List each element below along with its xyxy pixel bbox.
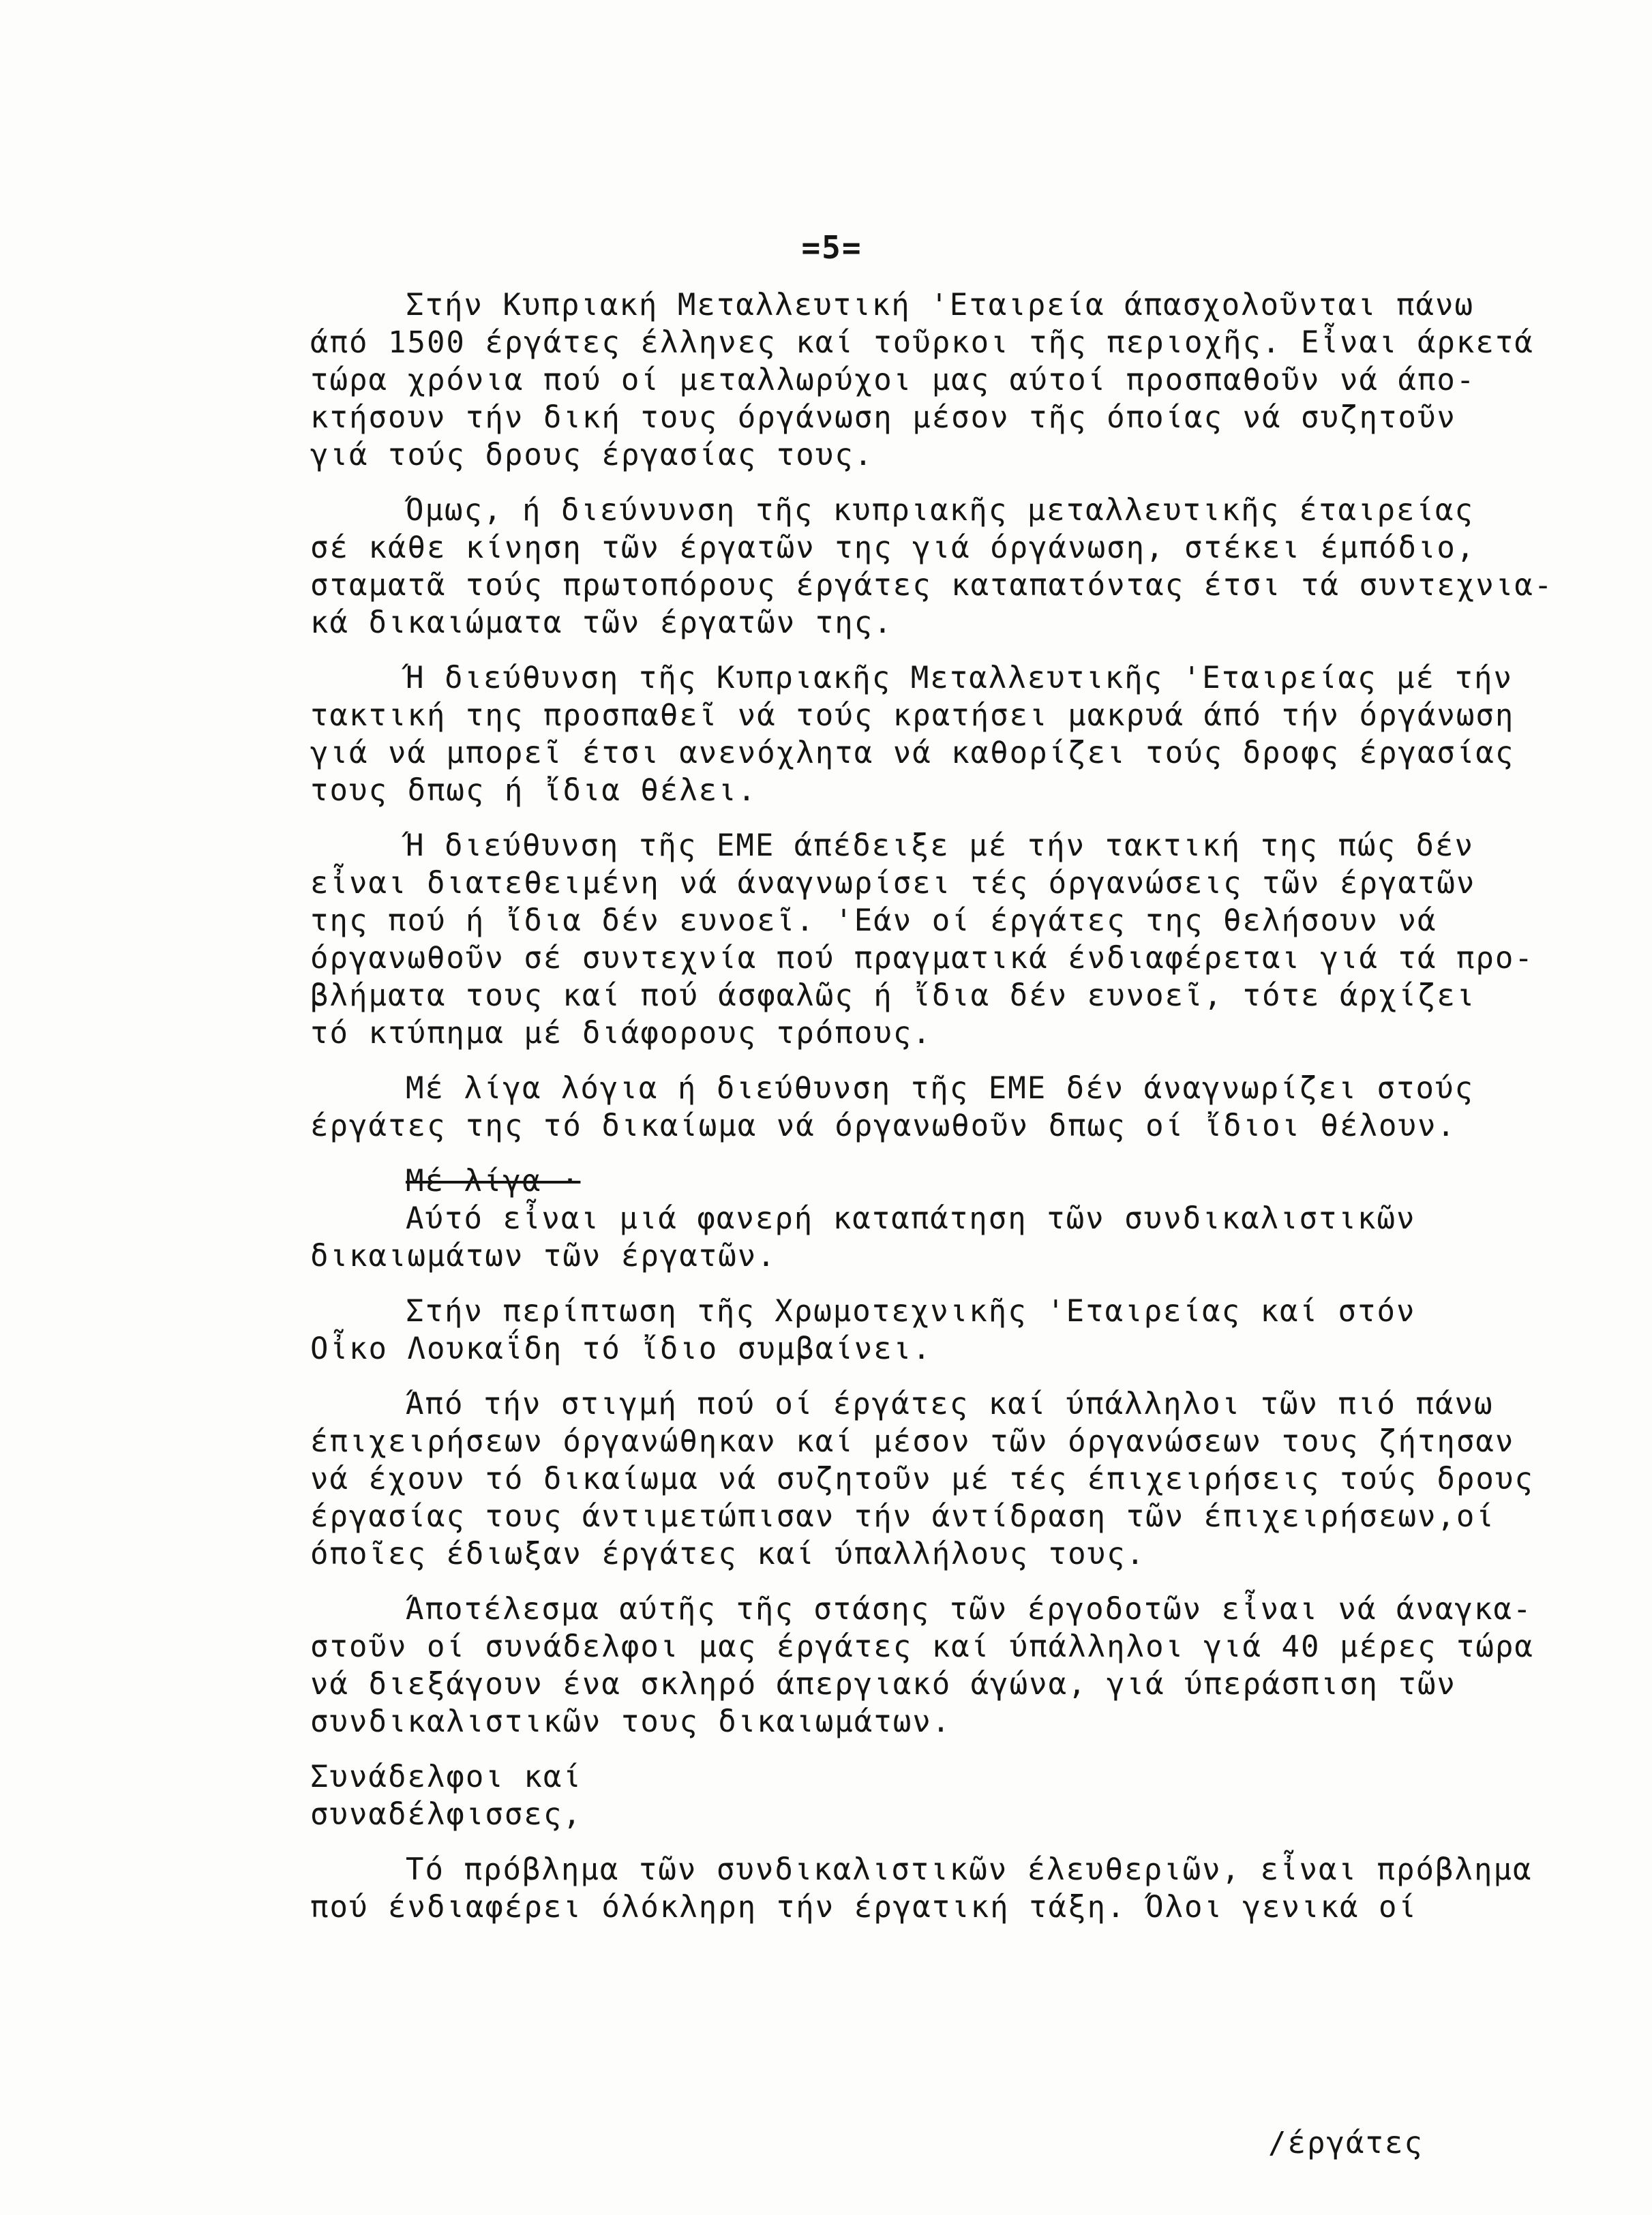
text-line: κά δικαιώματα τῶν έργατῶν της.: [310, 605, 893, 640]
paragraph-p6: [310, 1200, 1626, 1275]
text-line: άπό 1500 έργάτες έλληνες καί τοῦρκοι τῆς περιοχῆς. Εἶναι άρκετά: [310, 325, 1534, 360]
text-line: Στήν περίπτωση τῆς Χρωμοτεχνικῆς 'Εταιρείας καί στόν: [406, 1294, 1416, 1329]
paragraphs-after: [310, 1200, 1626, 1926]
text-line: έργάτες της τό δικαίωμα νά όργανωθοῦν δπως οί ἴδιοι θέλουν.: [310, 1109, 1456, 1143]
paragraph-p8: [310, 1385, 1626, 1573]
text-line: σταματᾶ τούς πρωτοπόρους έργάτες καταπατόντας έτσι τά συντεχνια-: [310, 568, 1554, 603]
text-line: Αύτό εἶναι μιά φανερή καταπάτηση τῶν συνδικαλιστικῶν: [406, 1201, 1416, 1236]
paragraph-p3: [310, 659, 1626, 809]
text-line: Ή διεύθυνση τῆς Κυπριακῆς Μεταλλευτικῆς 'Εταιρείας μέ τήν: [406, 661, 1513, 695]
paragraph-p2: [310, 492, 1626, 642]
text-line: τό κτύπημα μέ διάφορους τρόπους.: [310, 1016, 932, 1051]
text-line: κτήσουν τήν δική τους όργάνωση μέσον τῆς όποίας νά συζητοῦν: [310, 400, 1456, 435]
text-line: νά έχουν τό δικαίωμα νά συζητοῦν μέ τές έπιχειρήσεις τούς δρους: [310, 1462, 1534, 1496]
document-body: [310, 286, 1626, 1944]
text-line: όργανωθοῦν σέ συντεχνία πού πραγματικά ένδιαφέρεται γιά τά προ-: [310, 941, 1534, 976]
text-line: δικαιωμάτων τῶν έργατῶν.: [310, 1239, 777, 1274]
struck-out-text: Μέ λίγα ·: [406, 1164, 581, 1199]
paragraph-p9: [310, 1591, 1626, 1741]
text-line: Οἶκο Λουκαΐδη τό ἴδιο συμβαίνει.: [310, 1331, 932, 1366]
paragraph-p1: [310, 286, 1626, 474]
text-line: πού ένδιαφέρει όλόκληρη τήν έργατική τάξη. Όλοι γενικά οί: [310, 1890, 1417, 1925]
text-line: όποῖες έδιωξαν έργάτες καί ύπαλλήλους τους.: [310, 1537, 1146, 1571]
text-line: Άποτέλεσμα αύτῆς τῆς στάσης τῶν έργοδοτῶν εἶναι νά άναγκα-: [406, 1592, 1533, 1627]
paragraph-p4: [310, 827, 1626, 1052]
text-line: βλήματα τους καί πού άσφαλῶς ή ἴδια δέν ευνοεῖ, τότε άρχίζει: [310, 978, 1476, 1013]
text-line: Συνάδελφοι καί: [310, 1760, 582, 1794]
text-line: στοῦν οί συνάδελφοι μας έργάτες καί ύπάλληλοι γιά 40 μέρες τώρα: [310, 1629, 1534, 1664]
paragraphs-before: [310, 286, 1626, 1145]
text-line: έπιχειρήσεων όργανώθηκαν καί μέσον τῶν όργανώσεων τους ζήτησαν: [310, 1424, 1515, 1459]
catchword: /έργάτες: [1268, 2126, 1424, 2160]
text-line: εἶναι διατεθειμένη νά άναγνωρίσει τές όργανώσεις τῶν έργατῶν: [310, 866, 1476, 901]
text-line: νά διεξάγουν ένα σκληρό άπεργιακό άγώνα, γιά ύπεράσπιση τῶν: [310, 1667, 1456, 1702]
text-line: Στήν Κυπριακή Μεταλλευτική 'Εταιρεία άπασχολοῦνται πάνω: [406, 288, 1474, 322]
text-line: Ή διεύθυνση τῆς ΕΜΕ άπέδειξε μέ τήν τακτική της πώς δέν: [406, 828, 1474, 863]
text-line: Όμως, ή διεύνυνση τῆς κυπριακῆς μεταλλευτικῆς έταιρείας: [406, 493, 1474, 528]
paragraph-p10: [310, 1758, 1626, 1833]
text-line: Μέ λίγα λόγια ή διεύθυνση τῆς ΕΜΕ δέν άναγνωρίζει στούς: [406, 1071, 1474, 1106]
text-line: συνδικαλιστικῶν τους δικαιωμάτων.: [310, 1704, 952, 1739]
paragraph-p11: [310, 1851, 1626, 1926]
page-number: =5=: [801, 229, 862, 266]
text-line: τακτική της προσπαθεῖ νά τούς κρατήσει μακρυά άπό τήν όργάνωση: [310, 698, 1515, 733]
text-line: συναδέλφισσες,: [310, 1797, 582, 1832]
text-line: Άπό τήν στιγμή πού οί έργάτες καί ύπάλληλοι τῶν πιό πάνω: [406, 1387, 1494, 1421]
paragraph-p5: [310, 1070, 1626, 1145]
text-line: τώρα χρόνια πού οί μεταλλωρύχοι μας αύτοί προσπαθοῦν νά άπο-: [310, 363, 1476, 397]
text-line: σέ κάθε κίνηση τῶν έργατῶν της γιά όργάνωση, στέκει έμπόδιο,: [310, 530, 1476, 565]
text-line: γιά τούς δρους έργασίας τους.: [310, 438, 874, 472]
text-line: τους δπως ή ἴδια θέλει.: [310, 773, 757, 808]
text-line: Τό πρόβλημα τῶν συνδικαλιστικῶν έλευθεριῶν, εἶναι πρόβλημα: [406, 1852, 1533, 1887]
text-line: γιά νά μπορεῖ έτσι ανενόχλητα νά καθορίζει τούς δροφς έργασίας: [310, 736, 1515, 770]
text-line: έργασίας τους άντιμετώπισαν τήν άντίδραση τῶν έπιχειρήσεων,οί: [310, 1499, 1495, 1534]
paragraph-p7: [310, 1293, 1626, 1368]
text-line: της πού ή ἴδια δέν ευνοεῖ. 'Εάν οί έργάτες της θελήσουν νά: [310, 903, 1437, 938]
